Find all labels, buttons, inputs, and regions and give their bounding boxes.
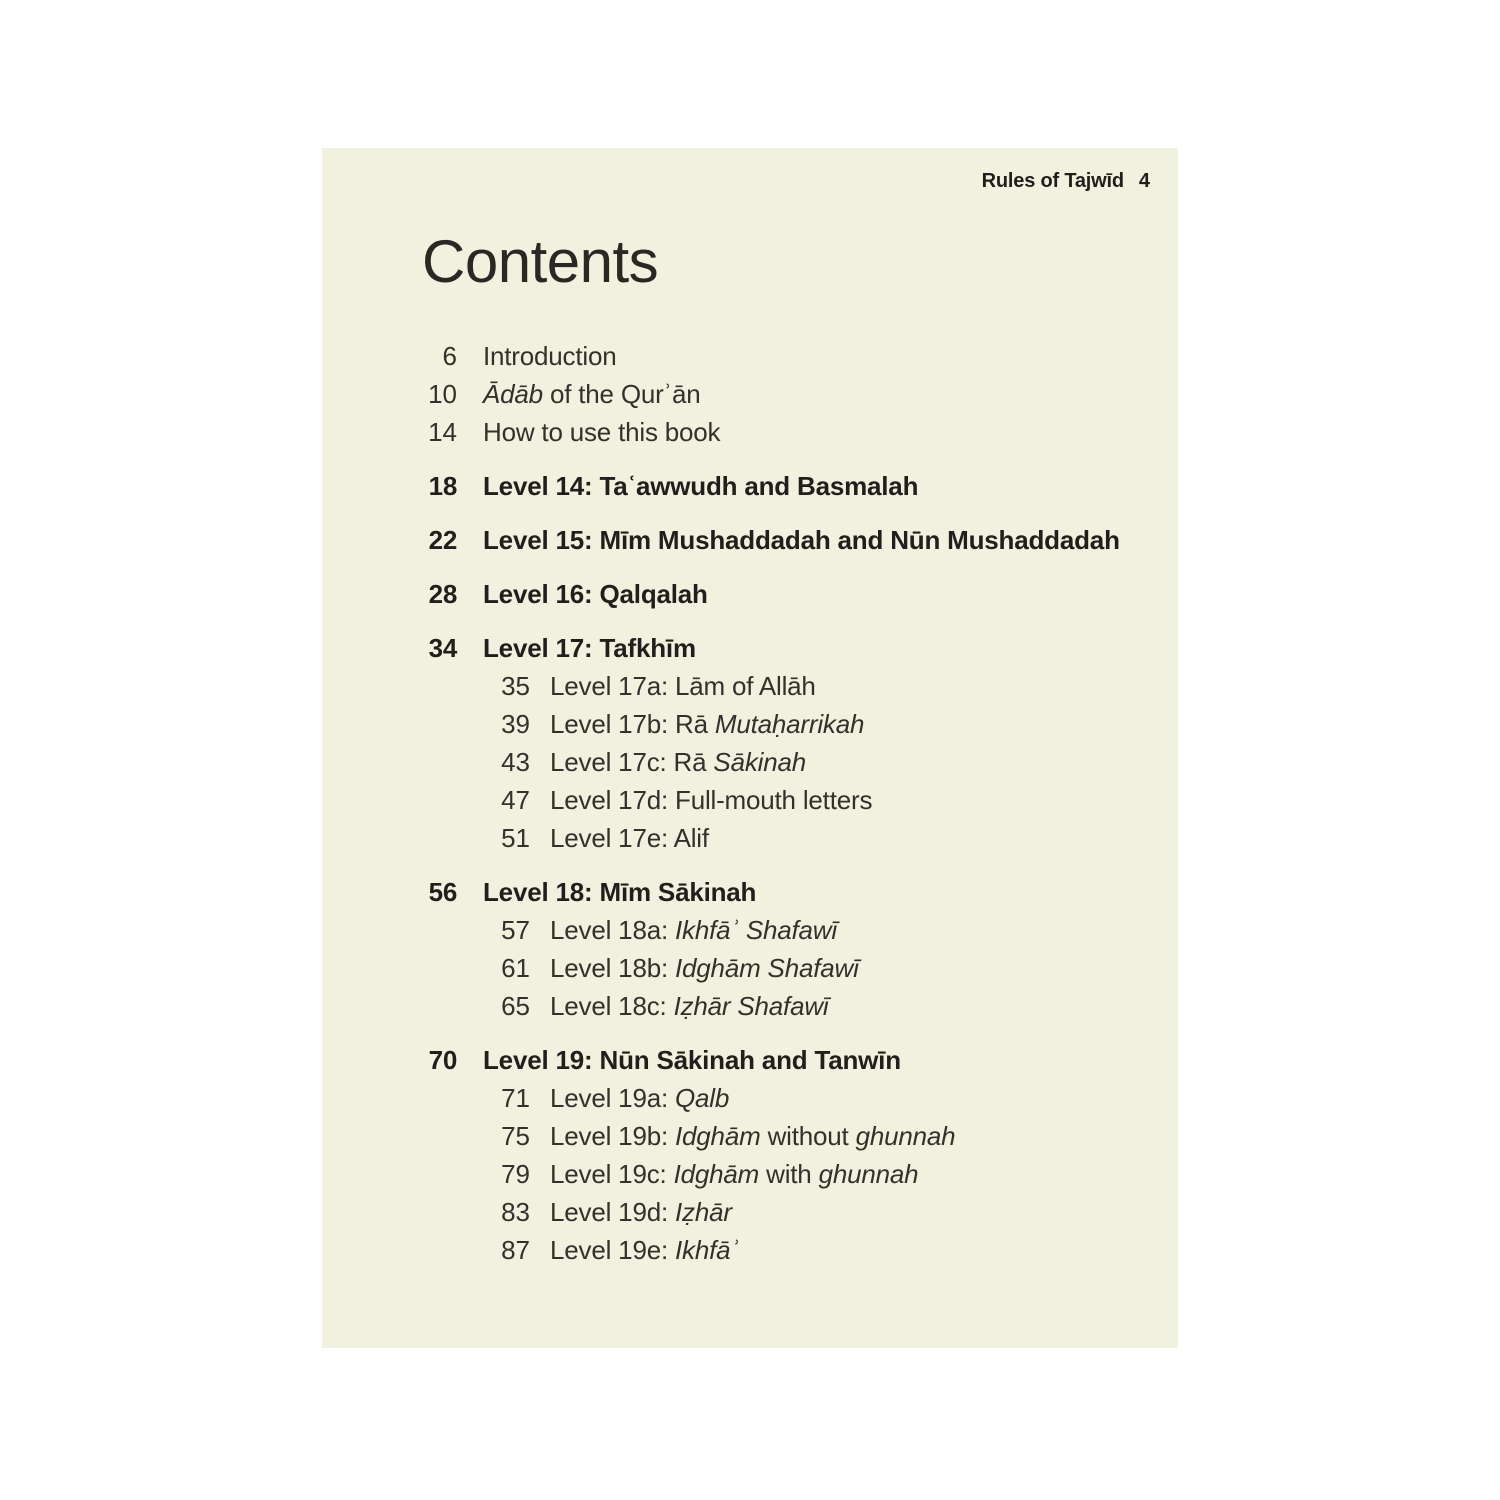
toc-page-number: 10 [428, 379, 457, 409]
toc-label [483, 467, 918, 505]
toc-entry [322, 1117, 1178, 1155]
toc-label [550, 1231, 739, 1269]
toc-label [483, 873, 756, 911]
toc-entry [322, 705, 1178, 743]
toc-entry [322, 667, 1178, 705]
toc-entry [322, 1079, 1178, 1117]
toc-label [550, 1193, 732, 1231]
toc-label [483, 575, 708, 613]
toc-label [550, 949, 859, 987]
toc-page-number: 35 [501, 671, 530, 701]
toc-page-number: 22 [428, 525, 457, 555]
toc-page-number: 14 [428, 417, 457, 447]
toc-page-number: 79 [501, 1159, 530, 1189]
toc-page-number: 61 [501, 953, 530, 983]
toc-page-number: 28 [428, 579, 457, 609]
toc-label-segment: Level 19e: [550, 1235, 676, 1265]
toc-label [550, 1079, 729, 1117]
toc-label-segment: without [760, 1121, 856, 1151]
toc-label-segment: Level 17d: Full-mouth letters [550, 785, 873, 815]
toc-entry [322, 1155, 1178, 1193]
toc-label-segment: Level 18b: [550, 953, 676, 983]
toc-label-segment: Level 14: Taʿawwudh and Basmalah [483, 471, 919, 501]
toc-label-segment: Level 19d: [550, 1197, 676, 1227]
toc-label-segment: Level 17b: Rā [550, 709, 715, 739]
toc-label-segment: How to use this book [483, 417, 721, 447]
toc-label [483, 1041, 901, 1079]
toc-label-segment: Level 17e: Alif [550, 823, 709, 853]
toc-label-segment: Level 18a: [550, 915, 676, 945]
toc-label-italic-segment: Qalb [675, 1083, 730, 1113]
toc-label [550, 705, 864, 743]
toc-label [483, 375, 701, 413]
toc-label-segment: Level 19b: [550, 1121, 676, 1151]
toc-label-segment: Level 19a: [550, 1083, 676, 1113]
toc-label [550, 1155, 918, 1193]
toc-page-number: 6 [442, 341, 457, 371]
toc-page-number: 47 [501, 785, 530, 815]
toc-page-number: 43 [501, 747, 530, 777]
toc-label-italic-segment: ghunnah [818, 1159, 919, 1189]
toc-label [550, 667, 816, 705]
toc-entry [322, 413, 1178, 451]
toc-label-segment: Level 16: Qalqalah [483, 579, 708, 609]
toc-label [550, 781, 872, 819]
toc-label-italic-segment: Mutaḥarrikah [714, 709, 865, 739]
toc-entry [322, 949, 1178, 987]
toc-label-italic-segment: Ādāb [483, 379, 543, 409]
toc-page-number: 39 [501, 709, 530, 739]
toc-label-italic-segment: Iẓhār Shafawī [673, 991, 829, 1021]
contents-title: Contents [422, 228, 659, 295]
toc-entry [322, 873, 1178, 911]
toc-label-segment: Level 17a: Lām of Allāh [550, 671, 816, 701]
toc-label-italic-segment: Idghām [673, 1159, 760, 1189]
toc-label [550, 911, 837, 949]
toc-label [483, 521, 1120, 559]
toc-label-italic-segment: Idghām [675, 1121, 761, 1151]
toc-label-italic-segment: Ikhfāʾ Shafawī [675, 915, 837, 945]
toc-label-italic-segment: Idghām Shafawī [675, 953, 859, 983]
toc-entry [322, 819, 1178, 857]
toc-label [483, 629, 696, 667]
toc-label-segment: Level 17c: Rā [550, 747, 714, 777]
toc-page-number: 70 [428, 1045, 457, 1075]
toc-entry [322, 743, 1178, 781]
toc-label [483, 337, 616, 375]
toc-label-segment: Level 15: Mīm Mushaddadah and Nūn Mushaddadah [483, 525, 1120, 555]
toc-entry [322, 1193, 1178, 1231]
toc-label-segment: Level 19c: [550, 1159, 674, 1189]
toc-entry [322, 987, 1178, 1025]
toc-page-number: 83 [501, 1197, 530, 1227]
toc-entry [322, 1231, 1178, 1269]
toc-label-italic-segment: ghunnah [855, 1121, 956, 1151]
book-page [322, 148, 1178, 1348]
toc-label-italic-segment: Ikhfāʾ [675, 1235, 739, 1265]
toc-label-segment: Introduction [483, 341, 617, 371]
toc-label [483, 413, 720, 451]
toc-label-italic-segment: Iẓhār [675, 1197, 732, 1227]
toc-label-italic-segment: Sākinah [713, 747, 806, 777]
toc-entry [322, 375, 1178, 413]
toc-label [550, 987, 829, 1025]
toc-label-segment: Level 17: Tafkhīm [483, 633, 696, 663]
toc-entry [322, 781, 1178, 819]
toc-page-number: 51 [501, 823, 530, 853]
toc-label-segment: Level 19: Nūn Sākinah and Tanwīn [483, 1045, 901, 1075]
toc-page-number: 71 [501, 1083, 530, 1113]
toc-label [550, 819, 709, 857]
toc-entry [322, 337, 1178, 375]
toc-entry [322, 467, 1178, 505]
toc-entry [322, 575, 1178, 613]
toc-page-number: 56 [428, 877, 457, 907]
toc-page-number: 75 [501, 1121, 530, 1151]
folio-page-number: 4 [1138, 170, 1150, 192]
toc-entry [322, 1041, 1178, 1079]
toc-label [550, 743, 806, 781]
toc-label-segment: of the Qurʾān [542, 379, 701, 409]
toc-page-number: 18 [428, 471, 457, 501]
toc-list [322, 337, 1178, 1269]
toc-entry [322, 911, 1178, 949]
toc-label-segment: Level 18: Mīm Sākinah [483, 877, 757, 907]
toc-page-number: 87 [501, 1235, 530, 1265]
toc-page-number: 65 [501, 991, 530, 1021]
toc-page-number: 34 [428, 633, 457, 663]
toc-label [550, 1117, 955, 1155]
running-title: Rules of Tajwīd [981, 170, 1124, 192]
toc-label-segment: Level 18c: [550, 991, 674, 1021]
page-header [982, 170, 1150, 193]
toc-entry [322, 521, 1178, 559]
toc-entry [322, 629, 1178, 667]
toc-page-number: 57 [501, 915, 530, 945]
toc-label-segment: with [759, 1159, 819, 1189]
